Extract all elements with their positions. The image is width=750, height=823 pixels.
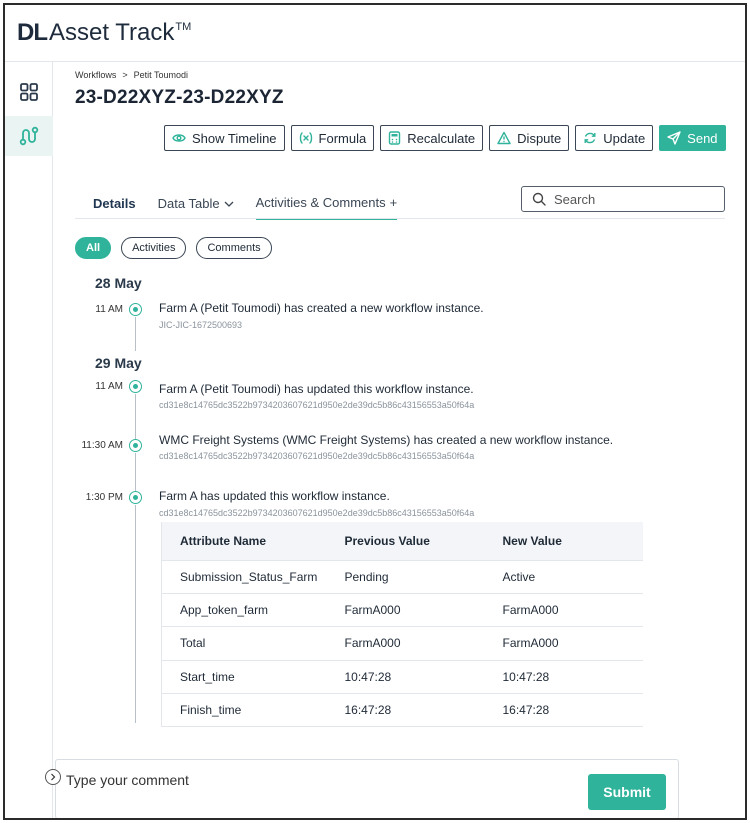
table-cell: 10:47:28 [327,660,485,693]
logo-tm: TM [175,21,192,33]
recalculate-label: Recalculate [407,130,476,146]
send-icon [667,131,681,145]
sidebar-item-workflows[interactable] [5,116,53,156]
warning-icon [497,131,511,145]
expand-sidebar-button[interactable] [45,769,61,785]
update-label: Update [603,130,646,146]
refresh-icon [583,131,597,145]
table-cell: 10:47:28 [485,660,644,693]
formula-label: Formula [318,130,367,146]
event-time: 11 AM [95,304,123,315]
tab-bar [93,195,419,220]
dispute-button[interactable] [489,125,569,151]
tab-activities-comments[interactable] [256,195,398,220]
table-cell: 16:47:28 [485,694,644,727]
table-cell: Active [485,560,644,593]
breadcrumb-workflows[interactable]: Workflows [75,70,117,80]
page-title: 23-D22XYZ-23-D22XYZ [75,87,284,108]
timeline-connector [135,453,136,491]
calculator-icon [388,131,401,145]
tab-activities-label: Activities & Comments [255,195,386,210]
search-box[interactable] [521,186,725,212]
timeline-connector [135,505,136,723]
tab-data-table[interactable] [158,195,234,220]
chevron-down-icon [224,200,234,208]
timeline-date: 29 May [95,355,142,371]
breadcrumb-current: Petit Toumodi [133,70,188,80]
send-label: Send [687,130,718,146]
event-time: 11:30 AM [81,440,123,451]
filter-all[interactable]: All [75,237,111,259]
changes-table [161,522,643,727]
tab-activities-plus: + [389,195,398,210]
breadcrumb [75,70,188,80]
show-timeline-label: Show Timeline [192,130,277,146]
column-header: New Value [485,522,644,560]
sidebar-item-dashboard[interactable] [5,72,53,112]
event-text: Farm A (Petit Toumodi) has updated this workflow instance. [159,382,474,396]
table-cell: FarmA000 [327,627,485,660]
logo-name: Asset Track [49,19,175,46]
filter-activities[interactable]: Activities [121,237,186,259]
dispute-label: Dispute [517,130,562,146]
comment-composer [55,759,679,819]
event-text: WMC Freight Systems (WMC Freight Systems) has created a new workflow instance. [159,433,614,447]
filter-comments[interactable]: Comments [196,237,271,259]
table-cell: App_token_farm [162,593,327,626]
formula-icon [299,131,313,145]
comment-input[interactable] [66,772,566,788]
timeline-dot [129,380,142,393]
activity-filters [75,237,272,259]
table-cell: Total [162,627,327,660]
table-header-row [162,522,644,560]
eye-icon [172,131,186,145]
header-divider [5,61,745,62]
tab-data-table-label: Data Table [157,196,220,211]
table-cell: FarmA000 [485,593,644,626]
recalculate-button[interactable] [380,125,483,151]
grid-icon [19,82,39,102]
event-text: Farm A (Petit Toumodi) has created a new workflow instance. [159,301,484,315]
event-id: cd31e8c14765dc3522b9734203607621d950e2de39dc5b86c43156553a50f64a [159,400,475,410]
app-window [3,3,747,820]
chevron-right-icon [49,773,57,781]
send-button[interactable] [659,125,725,151]
show-timeline-button[interactable] [164,125,285,151]
column-header: Previous Value [327,522,485,560]
timeline-dot [129,303,142,316]
search-icon [532,192,546,206]
workflow-icon [18,125,40,147]
action-toolbar [164,125,726,151]
table-row [162,627,644,660]
timeline-connector [135,394,136,440]
table-row [162,560,644,593]
table-cell: Finish_time [162,694,327,727]
table-cell: 16:47:28 [327,694,485,727]
event-id: cd31e8c14765dc3522b9734203607621d950e2de39dc5b86c43156553a50f64a [159,508,475,518]
update-button[interactable] [575,125,653,151]
table-cell: FarmA000 [485,627,644,660]
event-id: JIC-JIC-1672500693 [159,320,243,330]
app-logo [17,19,191,47]
column-header: Attribute Name [162,522,327,560]
search-placeholder: Search [554,191,596,207]
tab-details-label: Details [93,196,136,211]
formula-button[interactable] [291,125,375,151]
event-time: 11 AM [95,381,123,392]
table-cell: Submission_Status_Farm [162,560,327,593]
table-row [162,660,644,693]
table-cell: Pending [327,560,485,593]
timeline-dot [129,491,142,504]
submit-button[interactable]: Submit [588,774,666,810]
event-id: cd31e8c14765dc3522b9734203607621d950e2de39dc5b86c43156553a50f64a [159,451,475,461]
table-row [162,694,644,727]
timeline-dot [129,439,142,452]
timeline-connector [135,317,136,351]
event-text: Farm A has updated this workflow instance. [159,489,390,503]
timeline-date: 28 May [95,275,142,291]
tabs-divider [75,218,725,219]
breadcrumb-separator: > [122,70,128,80]
table-cell: FarmA000 [327,593,485,626]
logo-dl: DL [17,19,47,46]
table-cell: Start_time [162,660,327,693]
tab-details[interactable] [93,195,136,220]
table-row [162,593,644,626]
left-sidebar [5,62,53,818]
event-time: 1:30 PM [85,492,123,503]
